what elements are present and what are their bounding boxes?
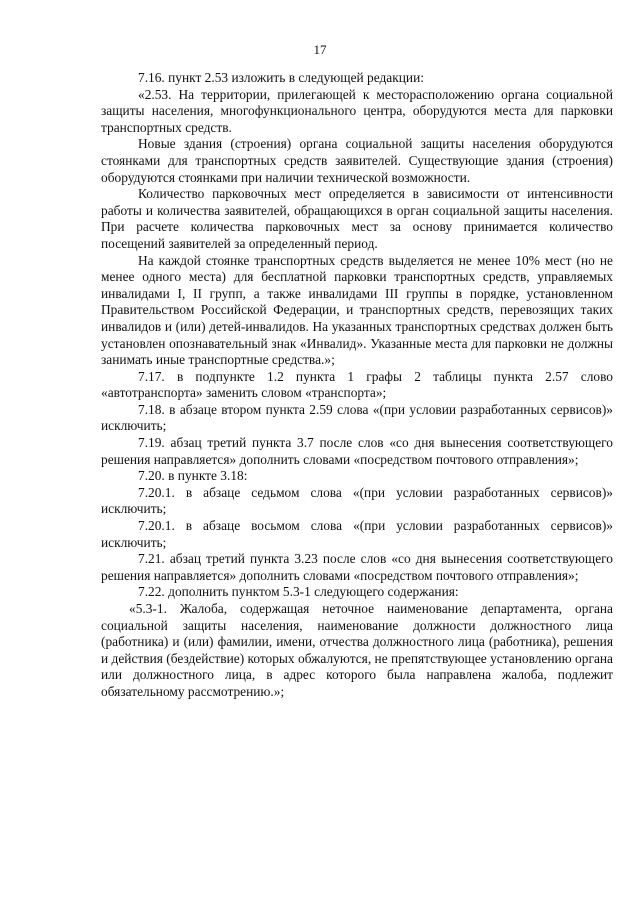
paragraph-7-20: 7.20. в пункте 3.18:	[138, 468, 248, 484]
document-body	[101, 70, 613, 701]
page-number: 17	[313, 42, 327, 57]
paragraph-new-buildings: Новые здания (строения) органа социальной защиты населения оборудуются стоянками для транспортных средств заявителей. Существующие здания (строения) оборудуются стоянками при наличии технической возможности.	[101, 136, 613, 185]
paragraph-7-20-1-seventh: 7.20.1. в абзаце седьмом слова «(при условии разработанных сервисов)» исключить;	[101, 484, 613, 517]
paragraph-7-21: 7.21. абзац третий пункта 3.23 после слов «со дня вынесения соответствующего решения направляется» дополнить словами «посредством почтового отправления»;	[101, 551, 613, 583]
paragraph-7-18: 7.18. в абзаце втором пункта 2.59 слова «(при условии разработанных сервисов)» исключить;	[101, 401, 613, 434]
paragraph-7-20-1-eighth: 7.20.1. в абзаце восьмом слова «(при условии разработанных сервисов)» исключить;	[101, 518, 613, 550]
paragraph-5-3-1: «5.3-1. Жалоба, содержащая неточное наименование департамента, органа социальной защиты населения, наименование должности должностного лица (работника) и (или) фамилии, имени, отчества должностного лица (работника), решения и действия (бездействие) которых обжалуются, не препятствующее установлению органа или должностного лица, в адрес которого была направлена жалоба, подлежит обязательному рассмотрению.»;	[101, 601, 613, 699]
paragraph-disabled-parking: На каждой стоянке транспортных средств выделяется не менее 10% мест (но не менее одного места) для бесплатной парковки транспортных средств, управляемых инвалидами I, II групп, а также инвалидами III группы в порядке, установленном Правительством Российской Федерации, и транспортных средств, перевозящих таких инвалидов и (или) детей-инвалидов. На указанных транспортных средствах должен быть установлен опознавательный знак «Инвалид». Указанные места для парковки не должны занимать иные транспортные средства.»;	[101, 252, 613, 368]
paragraph-parking-count: Количество парковочных мест определяется в зависимости от интенсивности работы и количества заявителей, обращающихся в орган социальной защиты населения. При расчете количества парковочных мест за основу принимается количество посещений заявителей за определенный период.	[101, 186, 613, 251]
paragraph-2-53-intro: «2.53. На территории, прилегающей к месторасположению органа социальной защиты населения, многофункционального центра, оборудуются места для парковки транспортных средств.	[101, 86, 613, 135]
paragraph-7-16: 7.16. пункт 2.53 изложить в следующей редакции:	[138, 70, 424, 85]
paragraph-7-19: 7.19. абзац третий пункта 3.7 после слов «со дня вынесения соответствующего решения направляется» дополнить словами «посредством почтового отправления»;	[101, 435, 613, 467]
paragraph-7-17: 7.17. в подпункте 1.2 пункта 1 графы 2 таблицы пункта 2.57 слово «автотранспорта» заменить словом «транспорта»;	[101, 368, 613, 401]
paragraph-7-22: 7.22. дополнить пунктом 5.3-1 следующего содержания:	[138, 584, 459, 600]
